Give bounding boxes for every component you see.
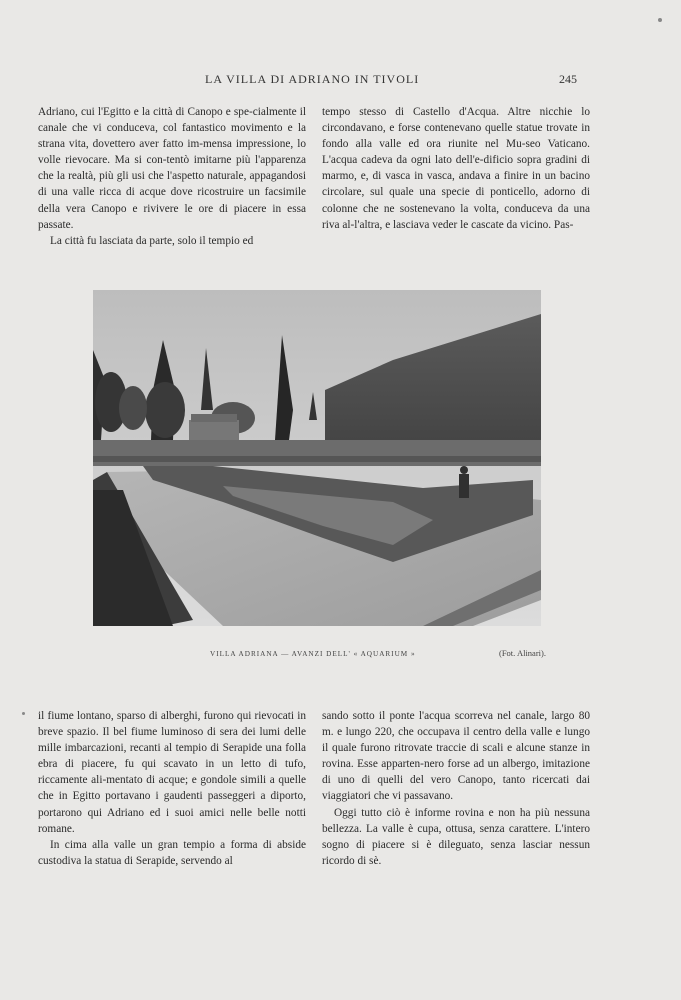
figure-caption: VILLA ADRIANA — AVANZI DELL' « AQUARIUM » <box>210 650 416 658</box>
paper-speck <box>658 18 662 22</box>
photo-credit: (Fot. Alinari). <box>499 648 546 658</box>
paragraph: il fiume lontano, sparso di alberghi, furono qui rievocati in breve spazio. Il bel fiume luminoso di sera dei lumi delle mille imbarcazioni, recanti al tempio di Serapide una folla ebra di piacere, fu qui scavato in un letto di tufo, riccamente ali-mentato di acque; e gondole simili a quelle che in Egitto portavano i gaudenti passeggeri a diporto, portarono qui Adriano ed i suoi amici nelle belle notti romane. <box>38 710 306 835</box>
text-column-top-right <box>322 104 590 233</box>
text-column-bottom-left <box>38 708 306 869</box>
running-title: LA VILLA DI ADRIANO IN TIVOLI <box>205 72 420 86</box>
paragraph: La città fu lasciata da parte, solo il tempio ed <box>50 234 254 247</box>
paragraph: sando sotto il ponte l'acqua scorreva nel canale, largo 80 m. e lungo 220, che occupava il centro della valle e lungo il quale furono ritrovate traccie di scali e alcune stanze in rovina. Esse apparten-nero forse ad un albergo, imitazione di uno di quelli del vero Canopo, tanto ricercati dai viaggiatori che vi passavano. <box>322 710 590 803</box>
photograph-aquarium-ruins <box>93 290 541 626</box>
paragraph: tempo stesso di Castello d'Acqua. Altre nicchie lo circondavano, e forse contenevano quelle statue trovate in fondo alla valle ed ora riunite nel Mu-seo Vaticano. L'acqua cadeva da ogni lato dell'e-dificio sopra gradini di marmo, e, di vasca in vasca, andava a finire in un bacino circolare, sul quale una specie di ponticello, adorno di colonne che ne sostenevano la volta, conduceva da una riva al-l'altra, e lasciava veder le cascate da vicino. Pas- <box>322 106 590 231</box>
paper-speck <box>22 712 25 715</box>
paragraph: In cima alla valle un gran tempio a forma di abside custodiva la statua di Serapide, servendo al <box>38 838 306 867</box>
text-column-bottom-right <box>322 708 590 869</box>
page-number: 245 <box>559 72 577 86</box>
text-column-top-left <box>38 104 306 249</box>
paragraph: Adriano, cui l'Egitto e la città di Canopo e spe-cialmente il canale che vi conduceva, col fantastico movimento e la strana vita, dovettero aver fatto im-mensa impressione, lo volle rievocare. Ma si con-tentò imitarne più l'apparenza che la realtà, più gli usi che l'aspetto naturale, appagandosi di una valle ricca di acque dove ricostruire un facsimile della vera Canopo e rivivere le ore di piacere in essa passate. <box>38 106 306 231</box>
paragraph: Oggi tutto ciò è informe rovina e non ha più nessuna bellezza. La valle è cupa, ottusa, senza carattere. L'intero sogno di piacere si è dileguato, senza lasciar nessun ricordo di sè. <box>322 806 590 867</box>
